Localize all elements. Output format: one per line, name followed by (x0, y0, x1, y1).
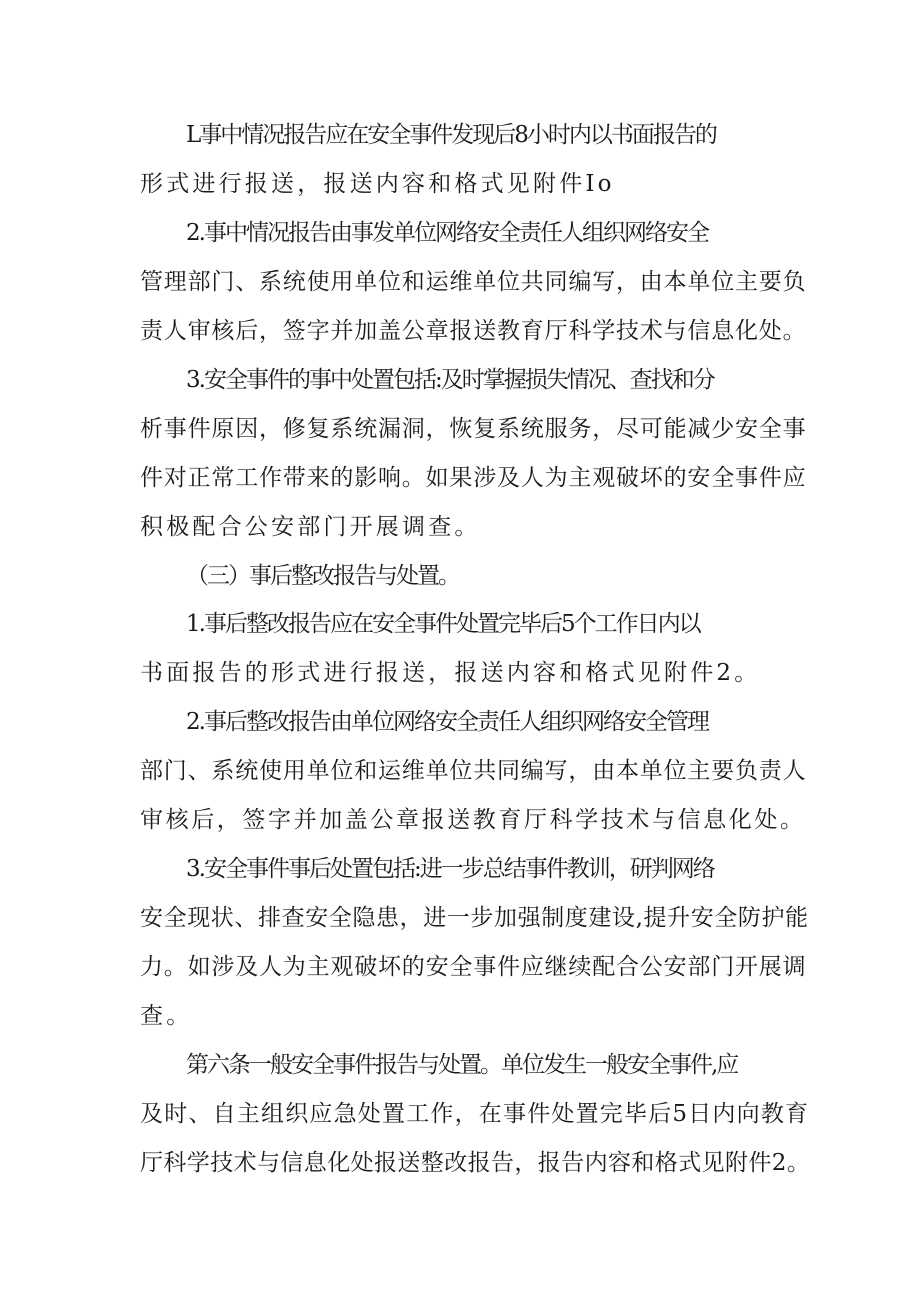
text-line: 查。 (140, 1003, 193, 1029)
text-line: 2.事中情况报告由事发单位网络安全责任人组织网络安全 (186, 220, 708, 246)
text-line: L事中情况报告应在安全事件发现后8小时内以书面报告的 (186, 122, 716, 148)
text-line: 责人审核后，签字并加盖公章报送教育厅科学技术与信息化处。 (140, 318, 807, 344)
text-line: 审核后，签字并加盖公章报送教育厅科学技术与信息化处。 (140, 807, 806, 833)
text-line: 析事件原因，修复系统漏洞，恢复系统服务，尽可能减少安全事 (140, 416, 807, 442)
text-line: 管理部门、系统使用单位和运维单位共同编写，由本单位主要负 (140, 269, 807, 295)
text-line: 书面报告的形式进行报送，报送内容和格式见附件2。 (140, 660, 761, 686)
text-line: 3.安全事件的事中处置包括:及时掌握损失情况、查找和分 (186, 367, 714, 393)
text-line: 力。如涉及人为主观破坏的安全事件应继续配合公安部门开展调 (140, 954, 807, 980)
section-heading: （三）事后整改报告与处置。 (186, 563, 459, 589)
text-line: 厅科学技术与信息化处报送整改报告，报告内容和格式见附件2。 (140, 1150, 811, 1176)
text-line: 安全现状、排查安全隐患，进一步加强制度建设,提升安全防护能 (140, 905, 809, 931)
text-line: 件对正常工作带来的影响。如果涉及人为主观破坏的安全事件应 (140, 465, 807, 491)
text-line: 第六条一般安全事件报告与处置。单位发生一般安全事件,应 (186, 1052, 738, 1078)
text-line: 形式进行报送，报送内容和格式见附件Io (140, 171, 615, 197)
text-line: 及时、自主组织应急处置工作，在事件处置完毕后5日内向教育 (140, 1101, 810, 1127)
text-line: 积极配合公安部门开展调查。 (140, 514, 481, 540)
text-line: 3.安全事件事后处置包括:进一步总结事件教训，研判网络 (186, 856, 714, 882)
text-line: 2.事后整改报告由单位网络安全责任人组织网络安全管理 (186, 709, 708, 735)
text-line: 1.事后整改报告应在安全事件处置完毕后5个工作日内以 (186, 611, 700, 637)
text-line: 部门、系统使用单位和运维单位共同编写，由本单位主要负责人 (140, 758, 807, 784)
